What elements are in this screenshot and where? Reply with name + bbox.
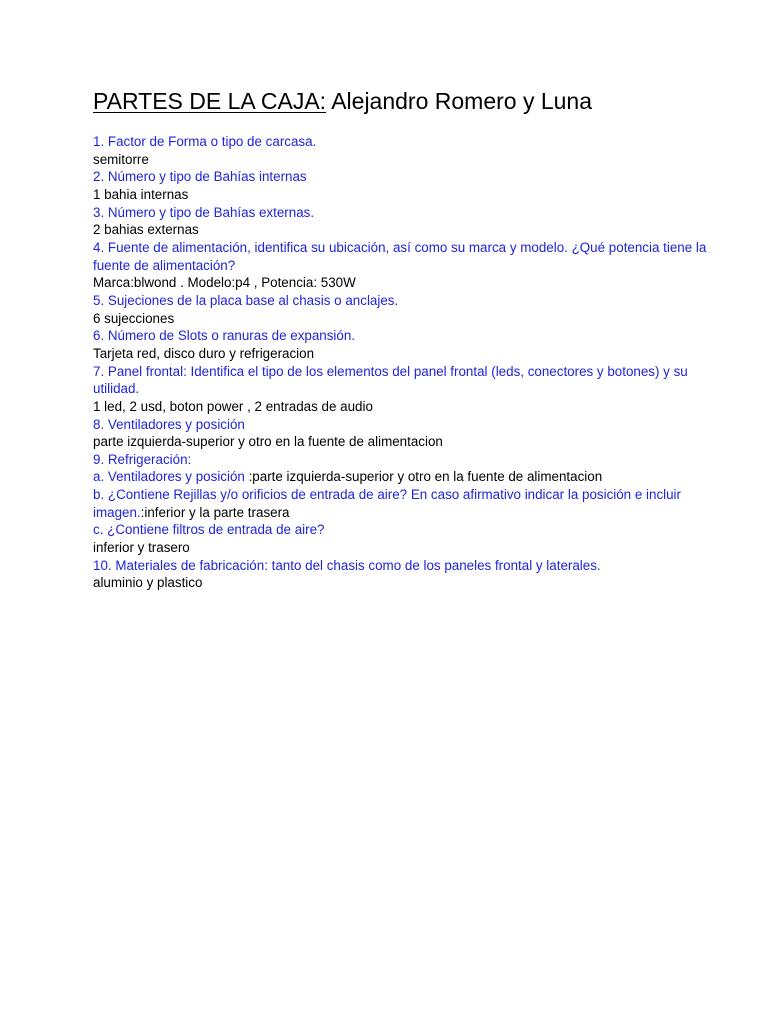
- subitem-b-answer: :inferior y la parte trasera: [140, 504, 290, 520]
- question-5: 5. Sujeciones de la placa base al chasis o anclajes.: [93, 292, 399, 308]
- answer-2: 1 bahia internas: [93, 186, 189, 202]
- subitem-b: [93, 486, 713, 521]
- question-3: 3. Número y tipo de Bahías externas.: [93, 204, 315, 220]
- answer-10: aluminio y plastico: [93, 575, 203, 591]
- title-author: Alejandro Romero y Luna: [326, 88, 593, 114]
- subitem-a: [93, 468, 713, 486]
- subitem-b-question: b. ¿Contiene Rejillas y/o orificios de entrada de aire? En caso afirmativo indicar la posición e incluir imagen.: [93, 487, 681, 520]
- answer-8: parte izquierda-superior y otro en la fuente de alimentacion: [93, 434, 443, 450]
- title-prefix: PARTES DE LA CAJA:: [93, 88, 327, 114]
- answer-4: Marca:blwond . Modelo:p4 , Potencia: 530W: [93, 275, 356, 291]
- answer-1: semitorre: [93, 151, 149, 167]
- subitem-c-answer: inferior y trasero: [93, 540, 190, 556]
- question-7: 7. Panel frontal: Identifica el tipo de los elementos del panel frontal (leds, conectores y botones) y su utilidad.: [93, 363, 688, 397]
- question-6: 6. Número de Slots o ranuras de expansión.: [93, 328, 356, 344]
- question-1: 1. Factor de Forma o tipo de carcasa.: [93, 134, 317, 149]
- subitem-a-question: a. Ventiladores y posición: [93, 469, 249, 485]
- document-page: [93, 86, 713, 592]
- answer-6: Tarjeta red, disco duro y refrigeracion: [93, 345, 315, 361]
- answer-5: 6 sujecciones: [93, 310, 175, 326]
- answer-7: 1 led, 2 usd, boton power , 2 entradas de audio: [93, 398, 373, 414]
- document-title: [93, 86, 713, 116]
- question-9: 9. Refrigeración:: [93, 451, 192, 467]
- subitem-c-question: c. ¿Contiene filtros de entrada de aire?: [93, 522, 325, 538]
- answer-3: 2 bahias externas: [93, 222, 199, 238]
- question-2: 2. Número y tipo de Bahías internas: [93, 169, 307, 185]
- question-10: 10. Materiales de fabricación: tanto del chasis como de los paneles frontal y laterales.: [93, 557, 601, 573]
- question-8: 8. Ventiladores y posición: [93, 416, 245, 432]
- question-4: 4. Fuente de alimentación, identifica su ubicación, así como su marca y modelo. ¿Qué potencia tiene la fuente de alimentación?: [93, 239, 707, 273]
- subitem-a-answer: :parte izquierda-superior y otro en la fuente de alimentacion: [248, 469, 603, 485]
